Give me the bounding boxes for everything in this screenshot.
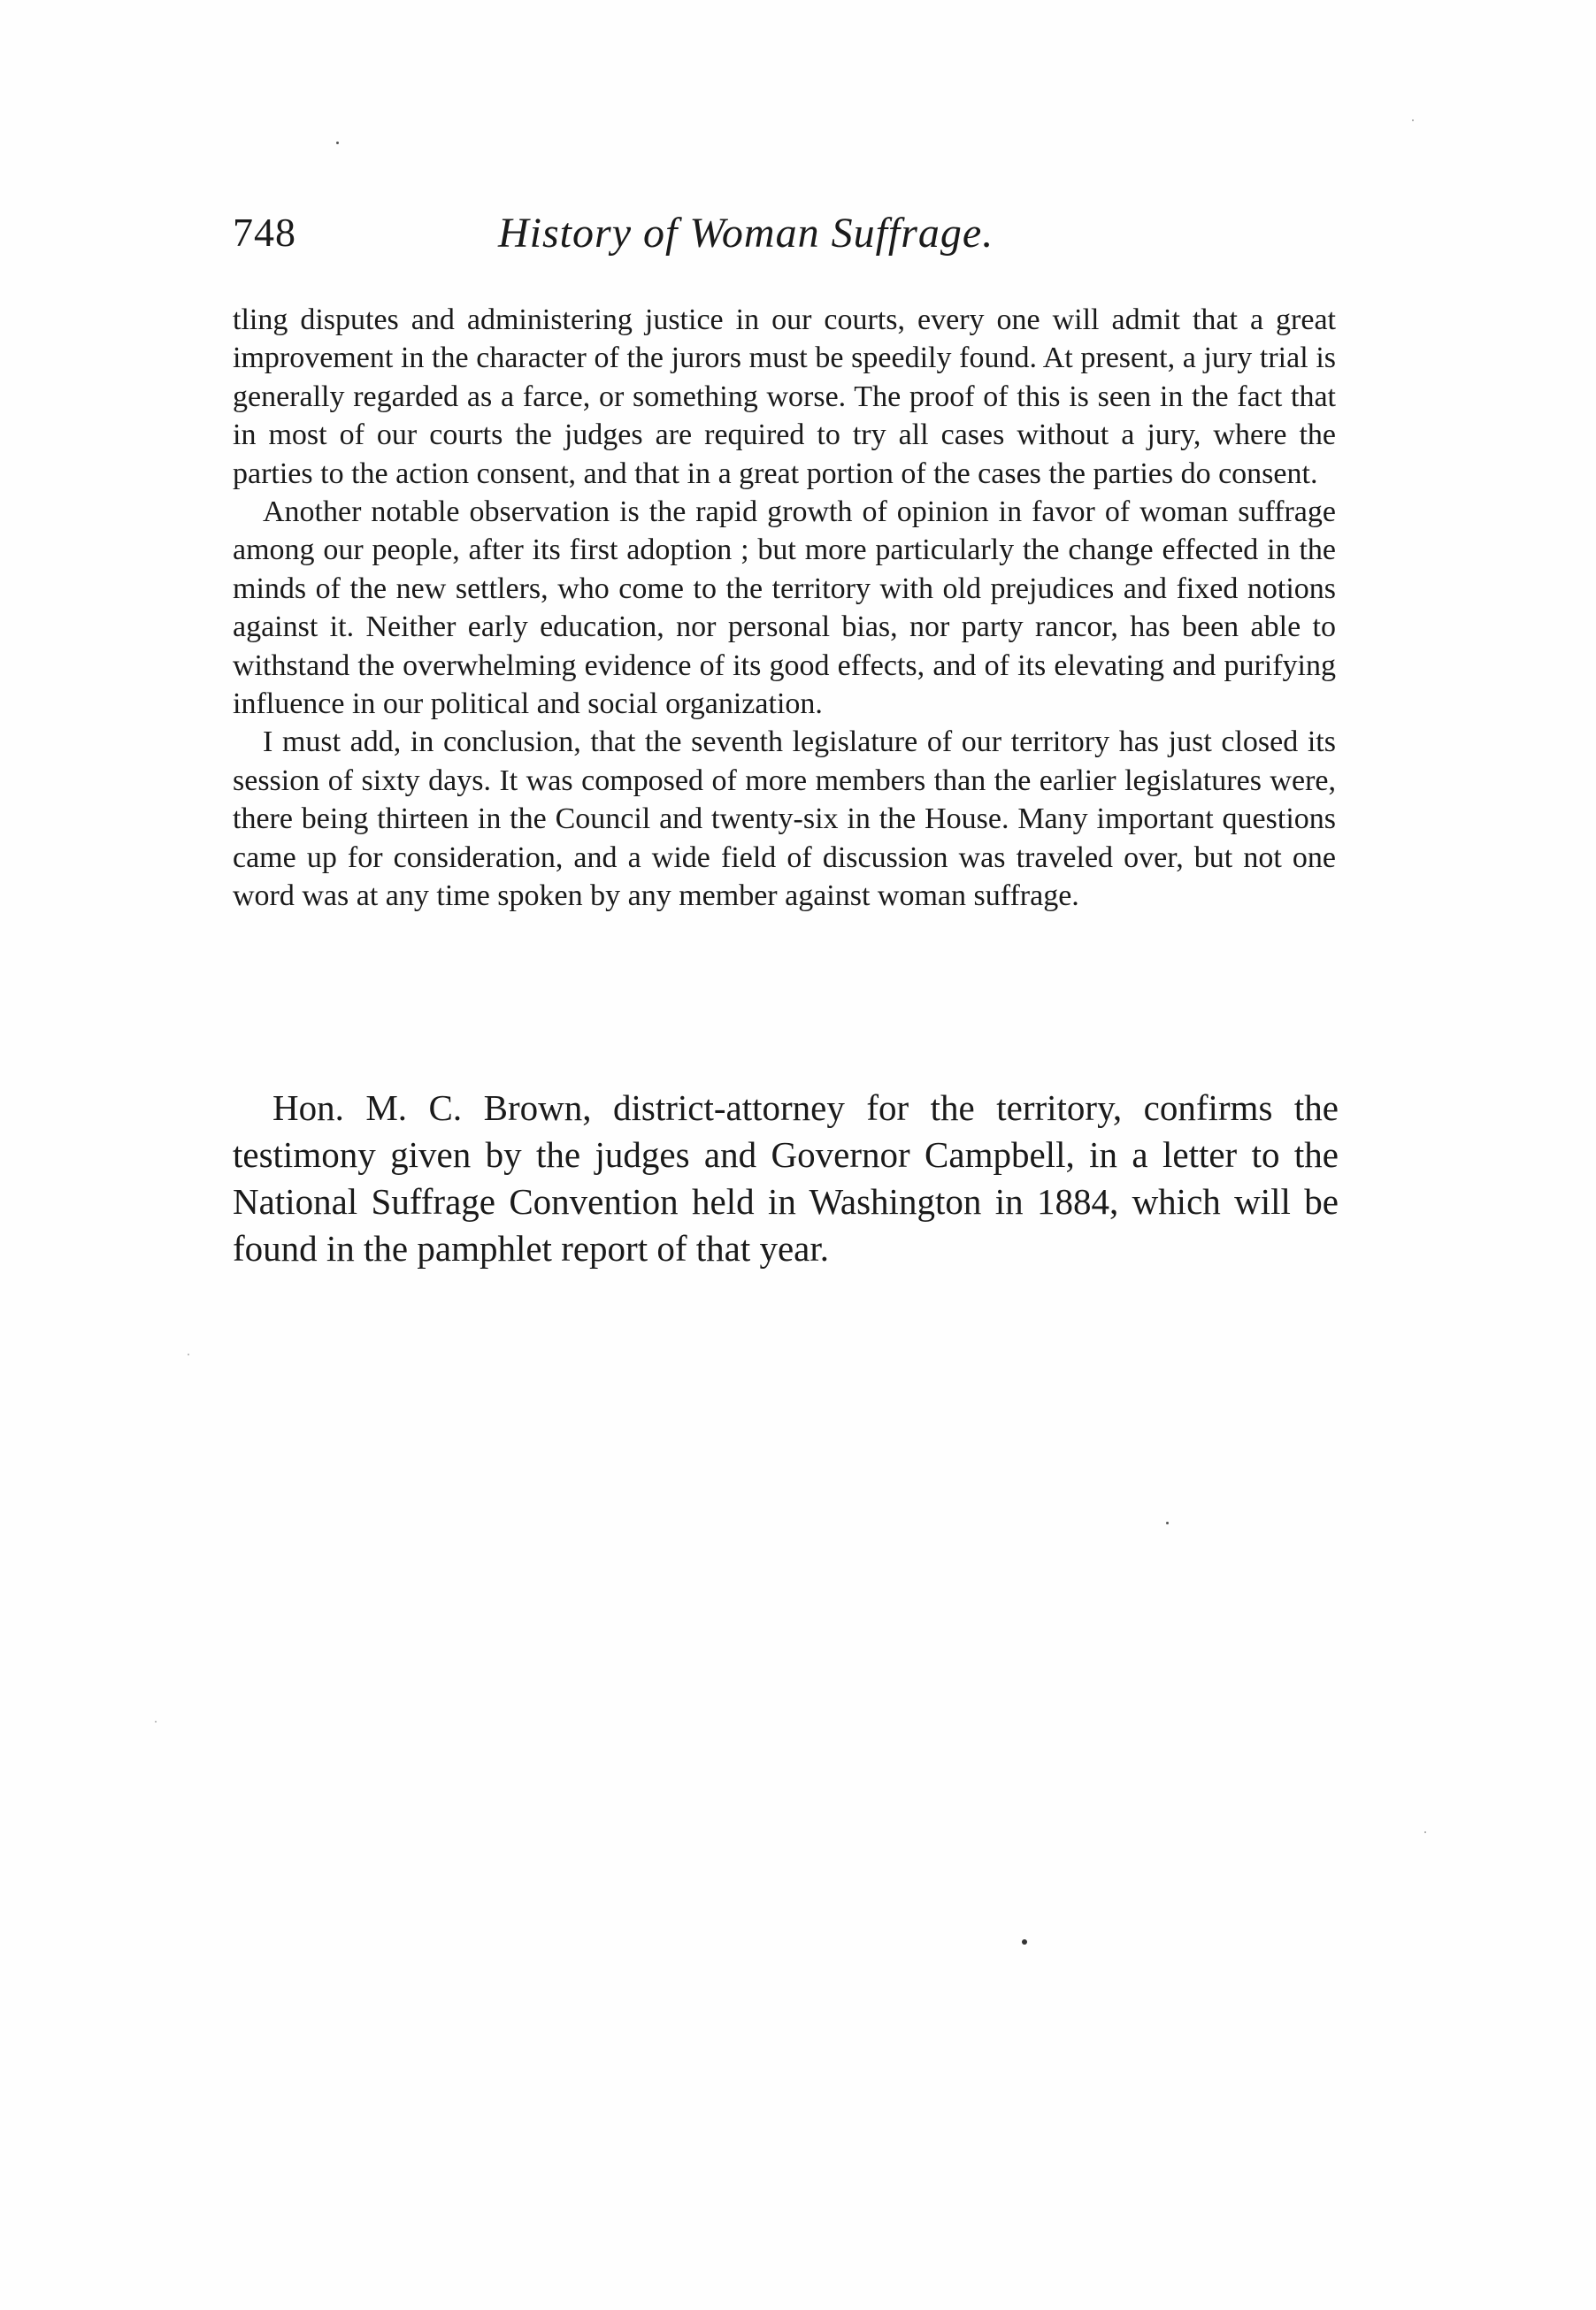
quoted-letter-block [233,301,1336,916]
running-title: History of Woman Suffrage. [498,210,994,257]
page-number: 748 [233,210,296,255]
quote-paragraph-1: tling disputes and administering justice in our courts, every one will admit that a great improvement in the character of the jurors must be speedily found. At present, a jury trial is generally regarded as a farce, or something worse. The proof of this is seen in the fact that in most of our courts the judges are required to try all cases without a jury, where the parties to the action consent, and that in a great portion of the cases the parties do consent. [233,303,1336,490]
scan-speck [1424,1831,1426,1833]
scan-speck [188,1354,189,1355]
page-header [233,209,1339,271]
scan-speck [1022,1939,1027,1945]
scan-speck [155,1721,157,1723]
quote-paragraph-3: I must add, in conclusion, that the seventh legislature of our territory has just closed its session of sixty days. It was composed of more members than the earlier legislatures were, there being thirteen in the Council and twenty-six in the House. Many important questions came up for consideration, and a wide field of discussion was traveled over, but not one word was at any time spoken by any member against woman suffrage. [233,725,1336,913]
quote-paragraph-2: Another notable observation is the rapid growth of opinion in favor of woman suffrage among our people, after its first adoption ; but more particularly the change effected in the minds of the new settlers, who come to the territory with old prejudices and fixed notions against it. Neither early education, nor personal bias, nor party rancor, has been able to withstand the overwhelming evidence of its good effects, and of its elevating and purifying influence in our political and social organization. [233,495,1336,721]
scan-speck [1166,1522,1169,1524]
body-paragraph: Hon. M. C. Brown, district-attorney for the territory, confirms the testimony given by the judges and Governor Campbell, in a letter to the National Suffrage Convention held in Washington in 1884, which will be found in the pamphlet report of that year. [233,1087,1339,1269]
scan-speck [336,142,339,144]
scan-speck [1412,119,1414,121]
